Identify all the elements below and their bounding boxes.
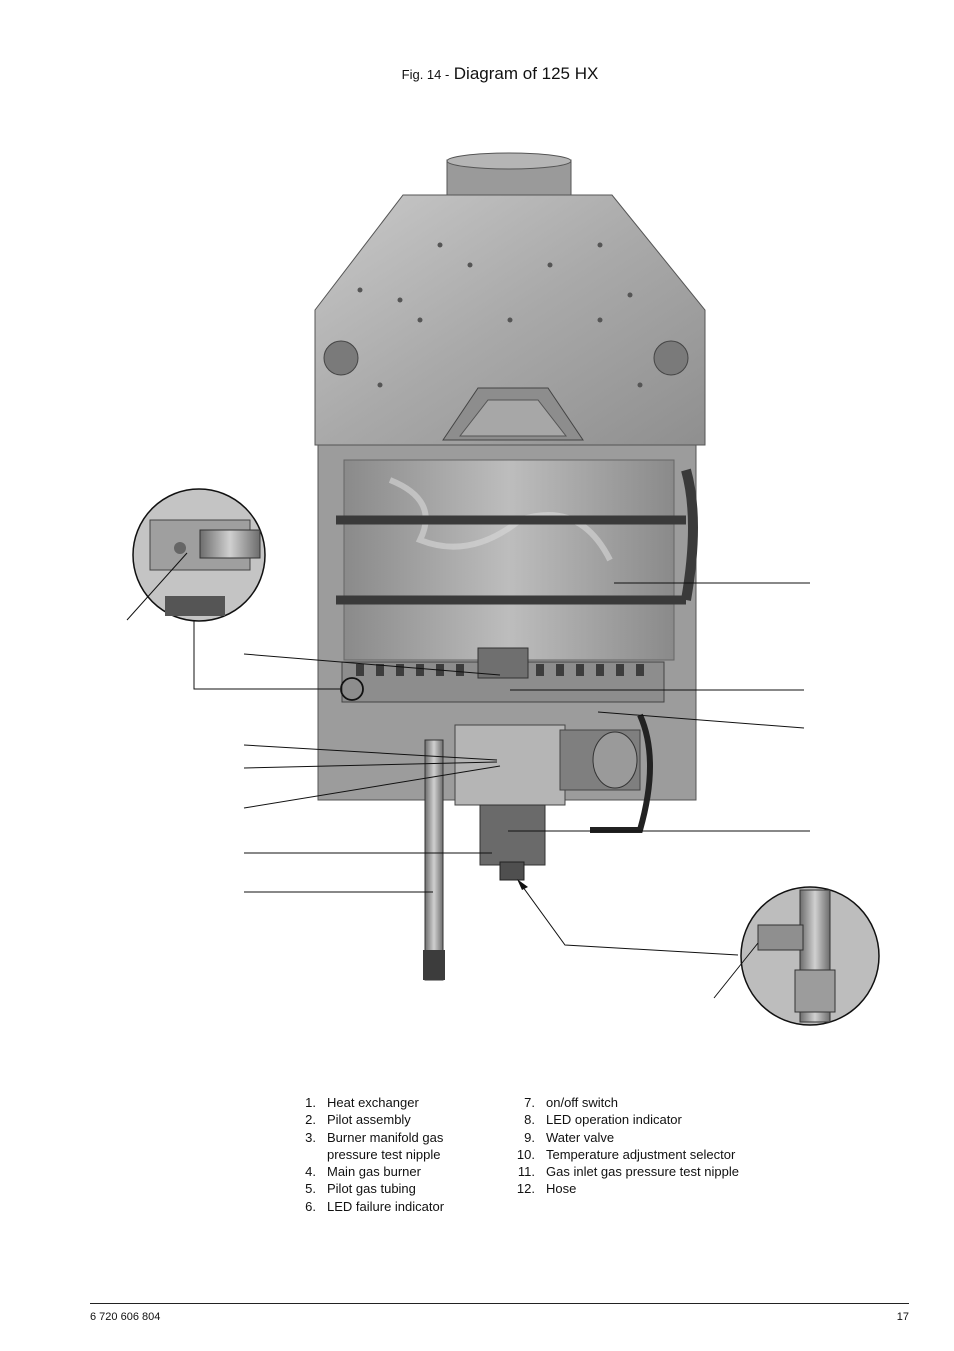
legend-item-text: Heat exchanger (327, 1095, 419, 1110)
legend-item-number: 5. (305, 1181, 316, 1197)
legend-item-number: 9. (524, 1129, 535, 1145)
legend-item-text: Gas inlet gas pressure test nipple (546, 1164, 739, 1180)
legend-item-text: Main gas burner (327, 1164, 421, 1180)
detail-inset-inlet (714, 887, 879, 1025)
document-number: 6 720 606 804 (90, 1311, 161, 1323)
heater-hood (315, 195, 705, 445)
legend-item (507, 1180, 766, 1197)
legend-item (507, 1146, 766, 1163)
legend-item (507, 1111, 766, 1128)
legend-item-text: Temperature adjustment selector (546, 1146, 736, 1162)
legend-item-number: 6. (305, 1198, 316, 1214)
footer-divider (90, 1303, 909, 1304)
legend-item-text: Pilot gas tubing (327, 1181, 416, 1197)
legend-item-number: 8. (524, 1112, 535, 1128)
legend-item-text: on/off switch (546, 1095, 619, 1110)
flue-collar (447, 153, 571, 196)
legend-item (507, 1129, 766, 1146)
legend-item (507, 1094, 766, 1111)
legend-item-number: 11. (517, 1164, 535, 1180)
legend-item-number: 4. (305, 1164, 316, 1180)
callout-arrowhead (517, 879, 528, 890)
legend-item-text: Burner manifold gas pressure test nipple (327, 1129, 444, 1162)
legend-item-text: LED operation indicator (546, 1112, 682, 1128)
legend-item-text: Pilot assembly (327, 1112, 411, 1128)
figure-name: Diagram of 125 HX (453, 64, 599, 83)
legend-item-number: 1. (305, 1095, 316, 1110)
legend-item-text: Hose (546, 1181, 577, 1197)
legend-right-column (507, 1094, 766, 1198)
legend-item (507, 1163, 766, 1180)
legend-item-number: 12. (516, 1181, 535, 1197)
legend-item-number: 7. (524, 1095, 535, 1110)
legend-item (288, 1198, 547, 1215)
legend-item-text: Water valve (546, 1129, 615, 1145)
legend-item-number: 10. (516, 1146, 535, 1162)
legend-item-text: LED failure indicator (327, 1198, 445, 1214)
figure-number: Fig. 14 - (401, 67, 450, 82)
page-number: 17 (896, 1311, 909, 1323)
legend-item-number: 2. (305, 1112, 316, 1128)
legend-item-number: 3. (305, 1129, 316, 1145)
